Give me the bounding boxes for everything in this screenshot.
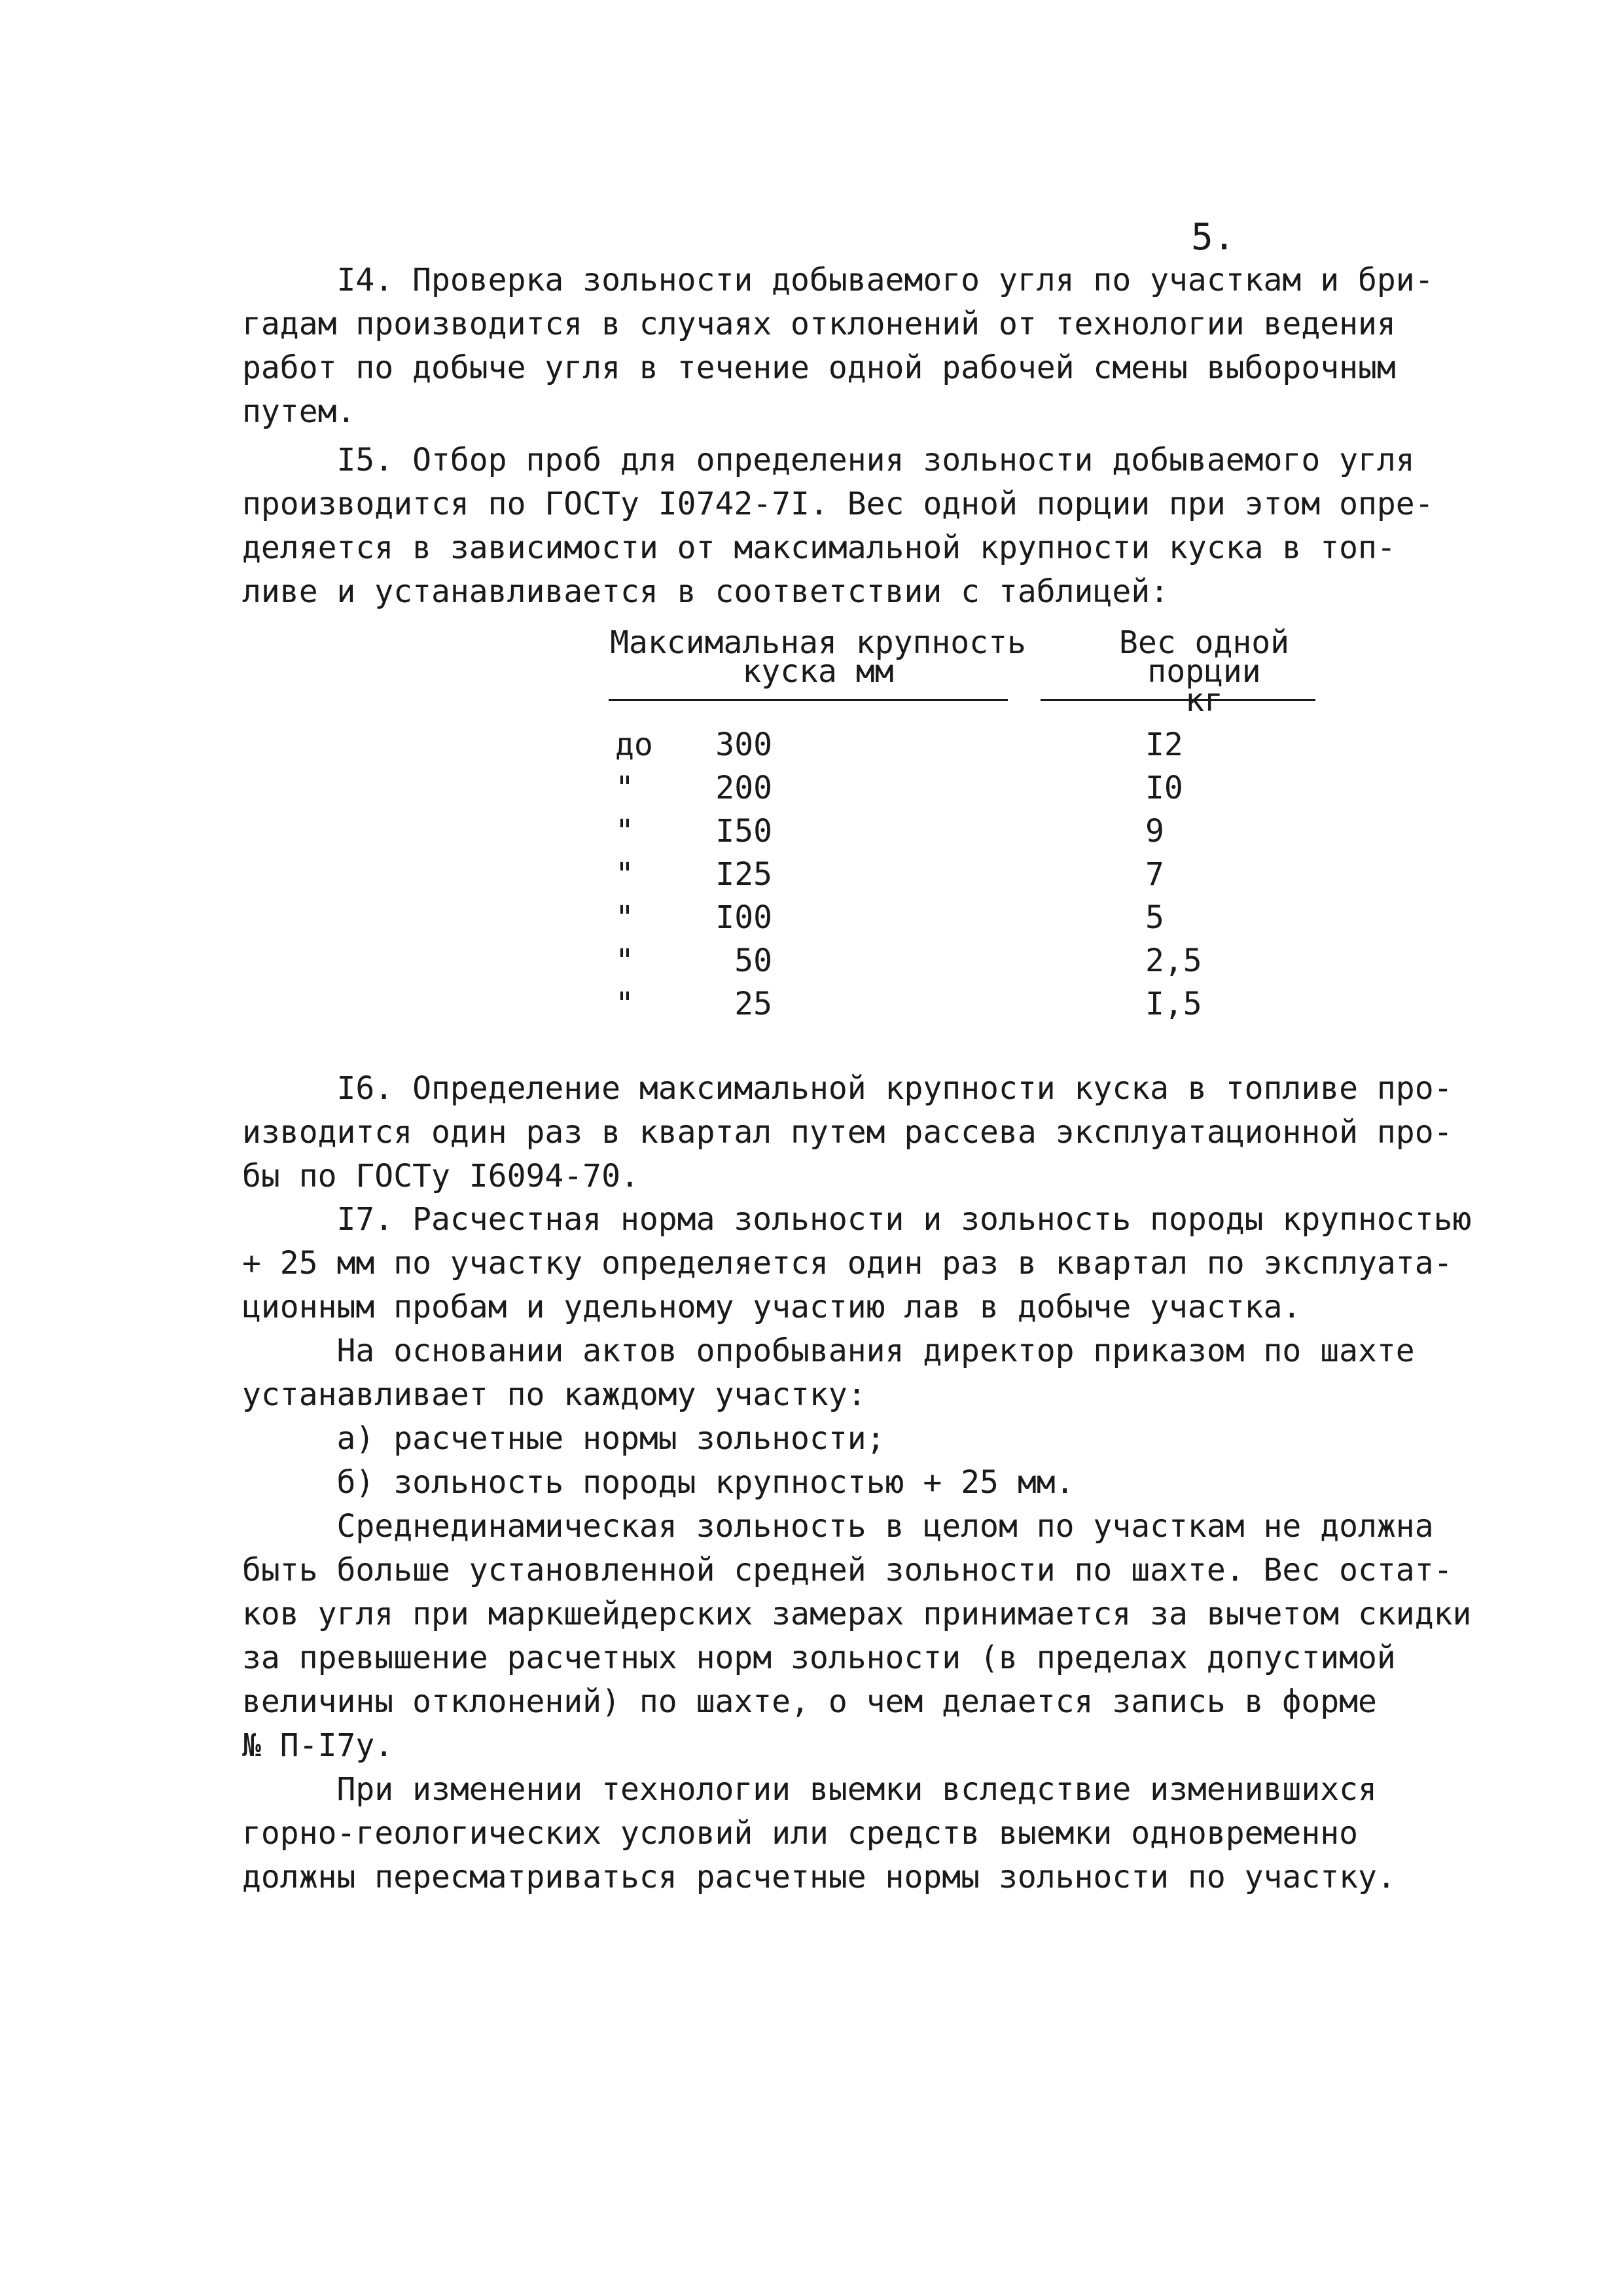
table-row — [609, 986, 1348, 1028]
table-header-underline-col1 — [609, 699, 1008, 701]
row-prefix: " — [615, 942, 634, 979]
table-row — [609, 856, 1348, 898]
row-max-size: I00 — [715, 899, 772, 936]
table-row — [609, 770, 1348, 812]
table-header-max-size-line1: Максимальная крупность — [610, 624, 1026, 661]
table-row — [609, 726, 1348, 768]
table-header-max-size-line2: куска мм — [742, 653, 894, 690]
paragraph-17: I7. Расчестная норма зольности и зольность породы крупностью + 25 мм по участку определяется один раз в квартал по эксплуата- ционным пробам и удельному участию лав в добыче участка. На основании актов опробывания директор приказом по шахте устанавливает по каждому участку: а) расчетные нормы зольности; б) зольность породы крупностью + 25 мм. Среднединамическая зольность в целом по участкам не должна быть больше установленной средней зольности по шахте. Вес остат- ков угля при маркшейдерских замерах принимается за вычетом скидки за превышение расчетных норм зольности (в пределах допустимой величины отклонений) по шахте, о чем делается запись в форме № П-I7у. При изменении технологии выемки вследствие изменившихся горно-геологических условий или средств выемки одновременно должны пересматриваться расчетные нормы зольности по участку. — [242, 1201, 1472, 1895]
row-max-size: I25 — [715, 856, 772, 893]
row-portion-weight: 9 — [1145, 813, 1164, 850]
row-max-size: 50 — [734, 942, 772, 979]
table-header-portion-weight-line2: кг — [1185, 682, 1223, 719]
row-portion-weight: 7 — [1145, 856, 1164, 893]
table-row — [609, 899, 1348, 941]
row-portion-weight: I,5 — [1145, 986, 1202, 1022]
row-max-size: 200 — [715, 770, 772, 806]
table-header-max-size — [609, 624, 1027, 690]
paragraph-14: I4. Проверка зольности добываемого угля по участкам и бри- гадам производится в случаях отклонений от технологии ведения работ по добыче угля в течение одной рабочей смены выборочным путем. — [242, 262, 1434, 430]
row-max-size: 25 — [734, 986, 772, 1022]
row-portion-weight: I0 — [1145, 770, 1183, 806]
paragraph-16: I6. Определение максимальной крупности куска в топливе про- изводится один раз в квартал путем рассева эксплуатационной про- бы по ГОСТу I6094-70. — [242, 1070, 1453, 1194]
table-row — [609, 813, 1348, 855]
row-prefix: " — [615, 986, 634, 1022]
row-prefix: " — [615, 856, 634, 893]
row-prefix: " — [615, 770, 634, 806]
table-header-portion-weight — [1060, 624, 1348, 719]
row-portion-weight: 2,5 — [1145, 942, 1202, 979]
row-prefix: до — [615, 726, 653, 763]
row-portion-weight: I2 — [1145, 726, 1183, 763]
row-portion-weight: 5 — [1145, 899, 1164, 936]
row-max-size: 300 — [715, 726, 772, 763]
page-number: 5. — [1191, 216, 1236, 259]
paragraph-15: I5. Отбор проб для определения зольности добываемого угля производится по ГОСТу I0742-7I. Вес одной порции при этом опре- деляется в зависимости от максимальной крупности куска в топ- ливе и устанавливается в соответствии с таблицей: — [242, 442, 1434, 610]
table-header-portion-weight-line1: Вес одной порции — [1118, 624, 1290, 690]
table-row — [609, 942, 1348, 984]
table-header-underline-col2 — [1041, 699, 1315, 701]
row-max-size: I50 — [715, 813, 772, 850]
row-prefix: " — [615, 813, 634, 850]
row-prefix: " — [615, 899, 634, 936]
portion-weight-table — [609, 624, 1348, 1034]
